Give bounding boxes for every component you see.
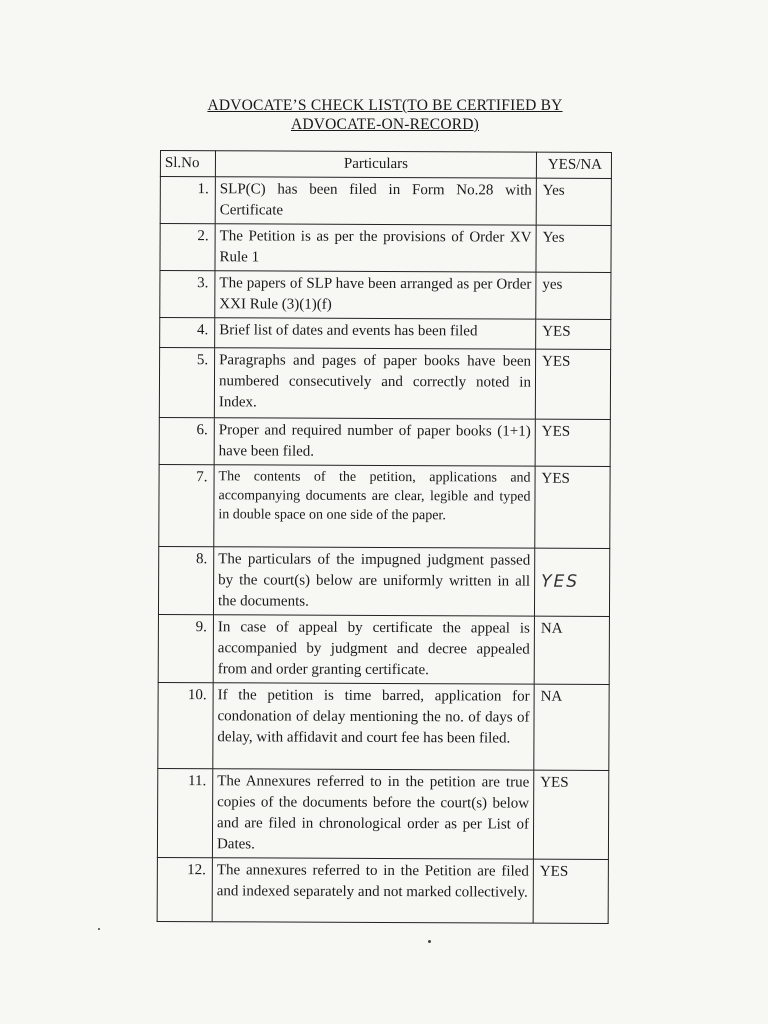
row-number: 1. <box>160 177 215 224</box>
row-number: 8. <box>158 546 213 614</box>
row-number: 5. <box>159 348 214 418</box>
row-particulars: In case of appeal by certificate the appeal is accompanied by judgment and decree appealed from and order granting certificate. <box>213 615 534 684</box>
row-particulars: SLP(C) has been filed in Form No.28 with Certificate <box>215 177 536 225</box>
row-number: 4. <box>160 318 215 348</box>
row-number: 10. <box>158 682 213 768</box>
stray-dot <box>98 928 100 930</box>
header-particulars: Particulars <box>215 151 536 178</box>
stray-dot <box>428 940 431 943</box>
handwritten-yes: YES <box>541 571 580 592</box>
row-number: 11. <box>157 768 212 857</box>
row-answer: YES <box>533 859 608 923</box>
row-particulars: The Petition is as per the provisions of Order XV Rule 1 <box>215 224 536 272</box>
header-row <box>160 151 611 179</box>
row-answer: Yes <box>536 225 611 272</box>
row-particulars: Brief list of dates and events has been filed <box>215 318 536 349</box>
row-number: 6. <box>159 417 214 464</box>
row-answer: YES <box>535 349 610 419</box>
table-row <box>158 682 609 770</box>
row-answer: YES <box>535 419 610 466</box>
row-answer: yes <box>536 272 611 319</box>
row-particulars: The annexures referred to in the Petition are filed and indexed separately and not marked collectively. <box>212 858 533 923</box>
title-line-1: ADVOCATE’S CHECK LIST(TO BE CERTIFIED BY <box>207 97 563 114</box>
table-row <box>157 768 608 859</box>
row-number: 3. <box>160 271 215 318</box>
title-line-2: ADVOCATE-ON-RECORD) <box>290 116 480 133</box>
table-row <box>160 318 611 350</box>
document-title <box>160 96 610 134</box>
table-row <box>160 271 611 320</box>
table-row <box>158 614 609 684</box>
table-row <box>159 464 610 548</box>
row-particulars: If the petition is time barred, application for condonation of delay mentioning the no. of days of delay, with affidavit and court fee has been filed. <box>213 683 534 770</box>
header-sl-no: Sl.No <box>160 151 215 177</box>
row-answer: YES <box>535 466 610 548</box>
row-particulars: The particulars of the impugned judgment passed by the court(s) below are uniformly written in all the documents. <box>213 547 534 616</box>
row-number: 7. <box>159 464 214 546</box>
table-row <box>159 417 610 466</box>
row-number: 12. <box>157 857 212 921</box>
row-answer: NA <box>534 616 609 684</box>
row-answer: NA <box>534 684 609 770</box>
table-row <box>158 546 609 616</box>
table-row <box>160 177 611 226</box>
row-answer: Yes <box>536 178 611 225</box>
checklist-table <box>157 150 612 924</box>
row-answer: YES <box>536 319 611 349</box>
row-answer-handwritten <box>534 548 609 616</box>
row-particulars: The Annexures referred to in the petition are true copies of the documents before the court(s) below and are filed in chronological order as per List of Dates. <box>212 769 533 859</box>
row-particulars: The contents of the petition, applications and accompanying documents are clear, legible and typed in double space on one side of the paper. <box>214 465 535 548</box>
row-particulars: Proper and required number of paper books (1+1) have been filed. <box>214 418 535 466</box>
row-particulars: The papers of SLP have been arranged as per Order XXI Rule (3)(1)(f) <box>215 271 536 319</box>
row-number: 9. <box>158 614 213 682</box>
table-row <box>160 224 611 273</box>
row-answer: YES <box>533 770 608 859</box>
header-yes-na: YES/NA <box>536 152 611 178</box>
table-row <box>159 348 610 420</box>
row-particulars: Paragraphs and pages of paper books have been numbered consecutively and correctly noted in Index. <box>214 348 535 419</box>
table-row <box>157 857 608 923</box>
row-number: 2. <box>160 224 215 271</box>
